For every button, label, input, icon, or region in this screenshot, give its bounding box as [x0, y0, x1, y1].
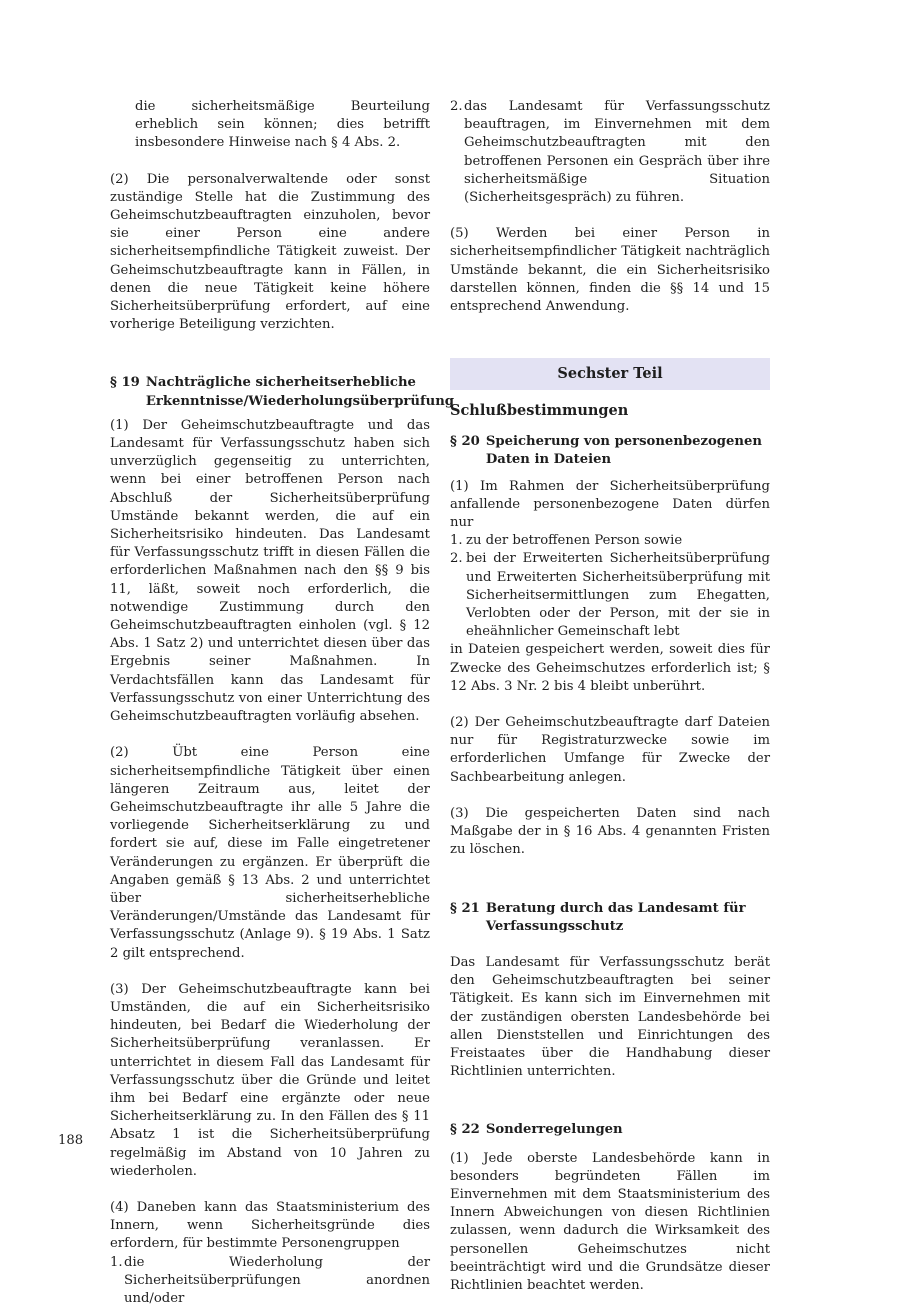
section-number: § 20	[450, 434, 480, 450]
list-item	[450, 532, 770, 550]
section-20-paragraph-1-end: in Dateien gespeichert werden, soweit dies für Zwecke des Geheimschutzes erforderlich ist; § 12 Abs. 3 Nr. 2 bis 4 bleibt unberührt.	[450, 642, 770, 694]
list-text: das Landesamt für Verfassungsschutz beauftragen, im Einvernehmen mit dem Geheimschutzbeauftragten mit den betroffenen Personen ein Gespräch über ihre sicherheitsmäßige Situation (Sicherheitsgespräch) zu führen.	[464, 99, 770, 206]
spacer	[450, 470, 770, 478]
spacer	[450, 860, 770, 900]
section-title: Speicherung von personenbezogenen Daten in Dateien	[485, 434, 762, 468]
spacer	[110, 1181, 430, 1199]
spacer	[450, 936, 770, 954]
continued-list-text: die sicherheitsmäßige Beurteilung erheblich sein können; dies betrifft insbesondere Hinweise nach § 4 Abs. 2.	[135, 99, 430, 151]
spacer	[110, 153, 430, 171]
paragraph-5: (5) Werden bei einer Person in sicherheitsempfindlicher Tätigkeit nachträglich Umstände bekannt, die ein Sicherheitsrisiko darstellen können, finden die §§ 14 und 15 entsprechend Anwendung.	[450, 226, 770, 315]
section-title: Nachträgliche sicherheitserhebliche Erkenntnisse/Wiederholungsüberprüfung	[145, 375, 455, 409]
section-21-paragraph: Das Landesamt für Verfassungsschutz berät den Geheimschutzbeauftragten bei seiner Tätigkeit. Es kann sich im Einvernehmen mit der zuständigen obersten Landesbehörde bei allen Dienststellen und Einrichtungen des Freistaates über die Handhabung dieser Richtlinien unterrichten.	[450, 954, 770, 1080]
spacer	[450, 1081, 770, 1121]
section-19-paragraph-1: (1) Der Geheimschutzbeauftragte und das Landesamt für Verfassungsschutz haben sich unverzüglich gegenseitig zu unterrichten, wenn bei einer betroffenen Person nach Abschluß der Sicherheitsüberprüfung Umstände bekannt werden, die auf ein Sicherheitsrisiko hindeuten. Das Landesamt für Verfassungsschutz trifft in diesen Fällen die erforderlichen Maßnahmen nach den §§ 9 bis 11, läßt, soweit noch erforderlich, die notwendige Zustimmung durch den Geheimschutzbeauftragten einholen (vgl. § 12 Abs. 1 Satz 2) und unterrichtet diesen über das Ergebnis seiner Maßnahmen. In Verdachtsfällen kann das Landesamt für Verfassungsschutz von einer Unterrichtung des Geheimschutzbeauftragten vorläufig absehen.	[110, 417, 430, 725]
section-20-paragraph-2: (2) Der Geheimschutzbeauftragte darf Dateien nur für Registraturzwecke sowie im erforderlichen Umfange für Zwecke der Sachbearbeitung anlegen.	[450, 715, 770, 785]
spacer	[450, 207, 770, 225]
part-label-banner: Sechster Teil	[450, 358, 770, 390]
paragraph-2: (2) Die personalverwaltende oder sonst zuständige Stelle hat die Zustimmung des Geheimschutzbeauftragten einzuholen, bevor sie einer Person eine andere sicherheitsempfindliche Tätigkeit zuweist. Der Geheimschutzbeauftragte kann in Fällen, in denen die neue Tätigkeit keine höhere Sicherheitsüberprüfung erfordert, auf eine vorherige Beteiligung verzichten.	[110, 171, 430, 333]
section-19-paragraph-2: (2) Übt eine Person eine sicherheitsempfindliche Tätigkeit über einen längeren Zeitraum aus, leitet der Geheimschutzbeauftragte ihr alle 5 Jahre die vorliegende Sicherheitserklärung zu und fordert sie auf, diese im Falle eingetretener Veränderungen zu ergänzen. Er überprüft die Angaben gemäß § 13 Abs. 2 und unterrichtet über sicherheitserhebliche Veränderungen/Umstände das Landesamt für Verfassungsschutz (Anlage 9). § 19 Abs. 1 Satz 2 gilt entsprechend.	[110, 745, 430, 961]
section-number: § 21	[450, 900, 480, 916]
part-title: Schlußbestimmungen	[450, 402, 629, 420]
section-19-paragraph-4: (4) Daneben kann das Staatsministerium des Innern, wenn Sicherheitsgründe dies erfordern, für bestimmte Personengruppen	[110, 1199, 430, 1252]
list-marker: 1.	[450, 533, 463, 549]
list-marker: 2.	[450, 99, 463, 114]
section-19-paragraph-3: (3) Der Geheimschutzbeauftragte kann bei Umständen, die auf ein Sicherheitsrisiko hindeuten, bei Bedarf die Wiederholung der Sicherheitsüberprüfung veranlassen. Er unterrichtet in diesem Fall das Landesamt für Verfassungsschutz über die Gründe und leitet ihm bei Bedarf eine ergänzte oder neue Sicherheitserklärung zu. In den Fällen des § 11 Absatz 1 ist die Sicherheitsüberprüfung regelmäßig im Abstand von 10 Jahren zu wiederholen.	[110, 981, 430, 1179]
section-title: Sonderregelungen	[485, 1122, 623, 1138]
section-20-paragraph-1-intro: (1) Im Rahmen der Sicherheitsüberprüfung anfallende personenbezogene Daten dürfen nur	[450, 478, 770, 531]
section-19-heading	[110, 374, 455, 410]
page-number: 188	[58, 1133, 84, 1148]
list-text: bei der Erweiterten Sicherheitsüberprüfung und Erweiterten Sicherheitsüberprüfung mit Sicherheitsermittlungen zum Ehegatten, Verlobten oder der Person, mit der sie in eheähnlicher Gemeinschaft lebt	[466, 551, 770, 640]
list-text: zu der betroffenen Person sowie	[466, 533, 683, 549]
spacer	[450, 787, 770, 805]
spacer	[110, 726, 430, 744]
spacer	[450, 1140, 770, 1150]
spacer	[110, 963, 430, 981]
list-item	[110, 1254, 430, 1308]
section-number: § 22	[450, 1122, 480, 1138]
list-text: die Wiederholung der Sicherheitsüberprüfungen anordnen und/oder	[124, 1254, 430, 1306]
spacer	[110, 334, 430, 374]
section-20-paragraph-3: (3) Die gespeicherten Daten sind nach Maßgabe der in § 16 Abs. 4 genannten Fristen zu löschen.	[450, 805, 770, 858]
spacer	[450, 696, 770, 714]
list-item	[450, 550, 770, 641]
list-marker: 1.	[110, 1254, 123, 1270]
section-21-heading	[450, 900, 770, 936]
section-22-heading	[450, 1121, 770, 1139]
section-number: § 19	[110, 375, 140, 391]
right-column	[450, 98, 770, 1295]
list-item	[450, 98, 770, 207]
section-22-paragraph-1: (1) Jede oberste Landesbehörde kann in besonders begründeten Fällen im Einvernehmen mit dem Staatsministerium des Innern Abweichungen von diesen Richtlinien zulassen, wenn dadurch die Wirksamkeit des personellen Geheimschutzes nicht beeinträchtigt wird und die Grundsätze dieser Richtlinien beachtet werden.	[450, 1150, 770, 1293]
section-20-heading	[450, 433, 770, 469]
left-column	[110, 98, 455, 1308]
list-marker: 2.	[450, 551, 463, 567]
spacer	[450, 316, 770, 358]
section-title: Beratung durch das Landesamt für Verfassungsschutz	[485, 900, 746, 934]
